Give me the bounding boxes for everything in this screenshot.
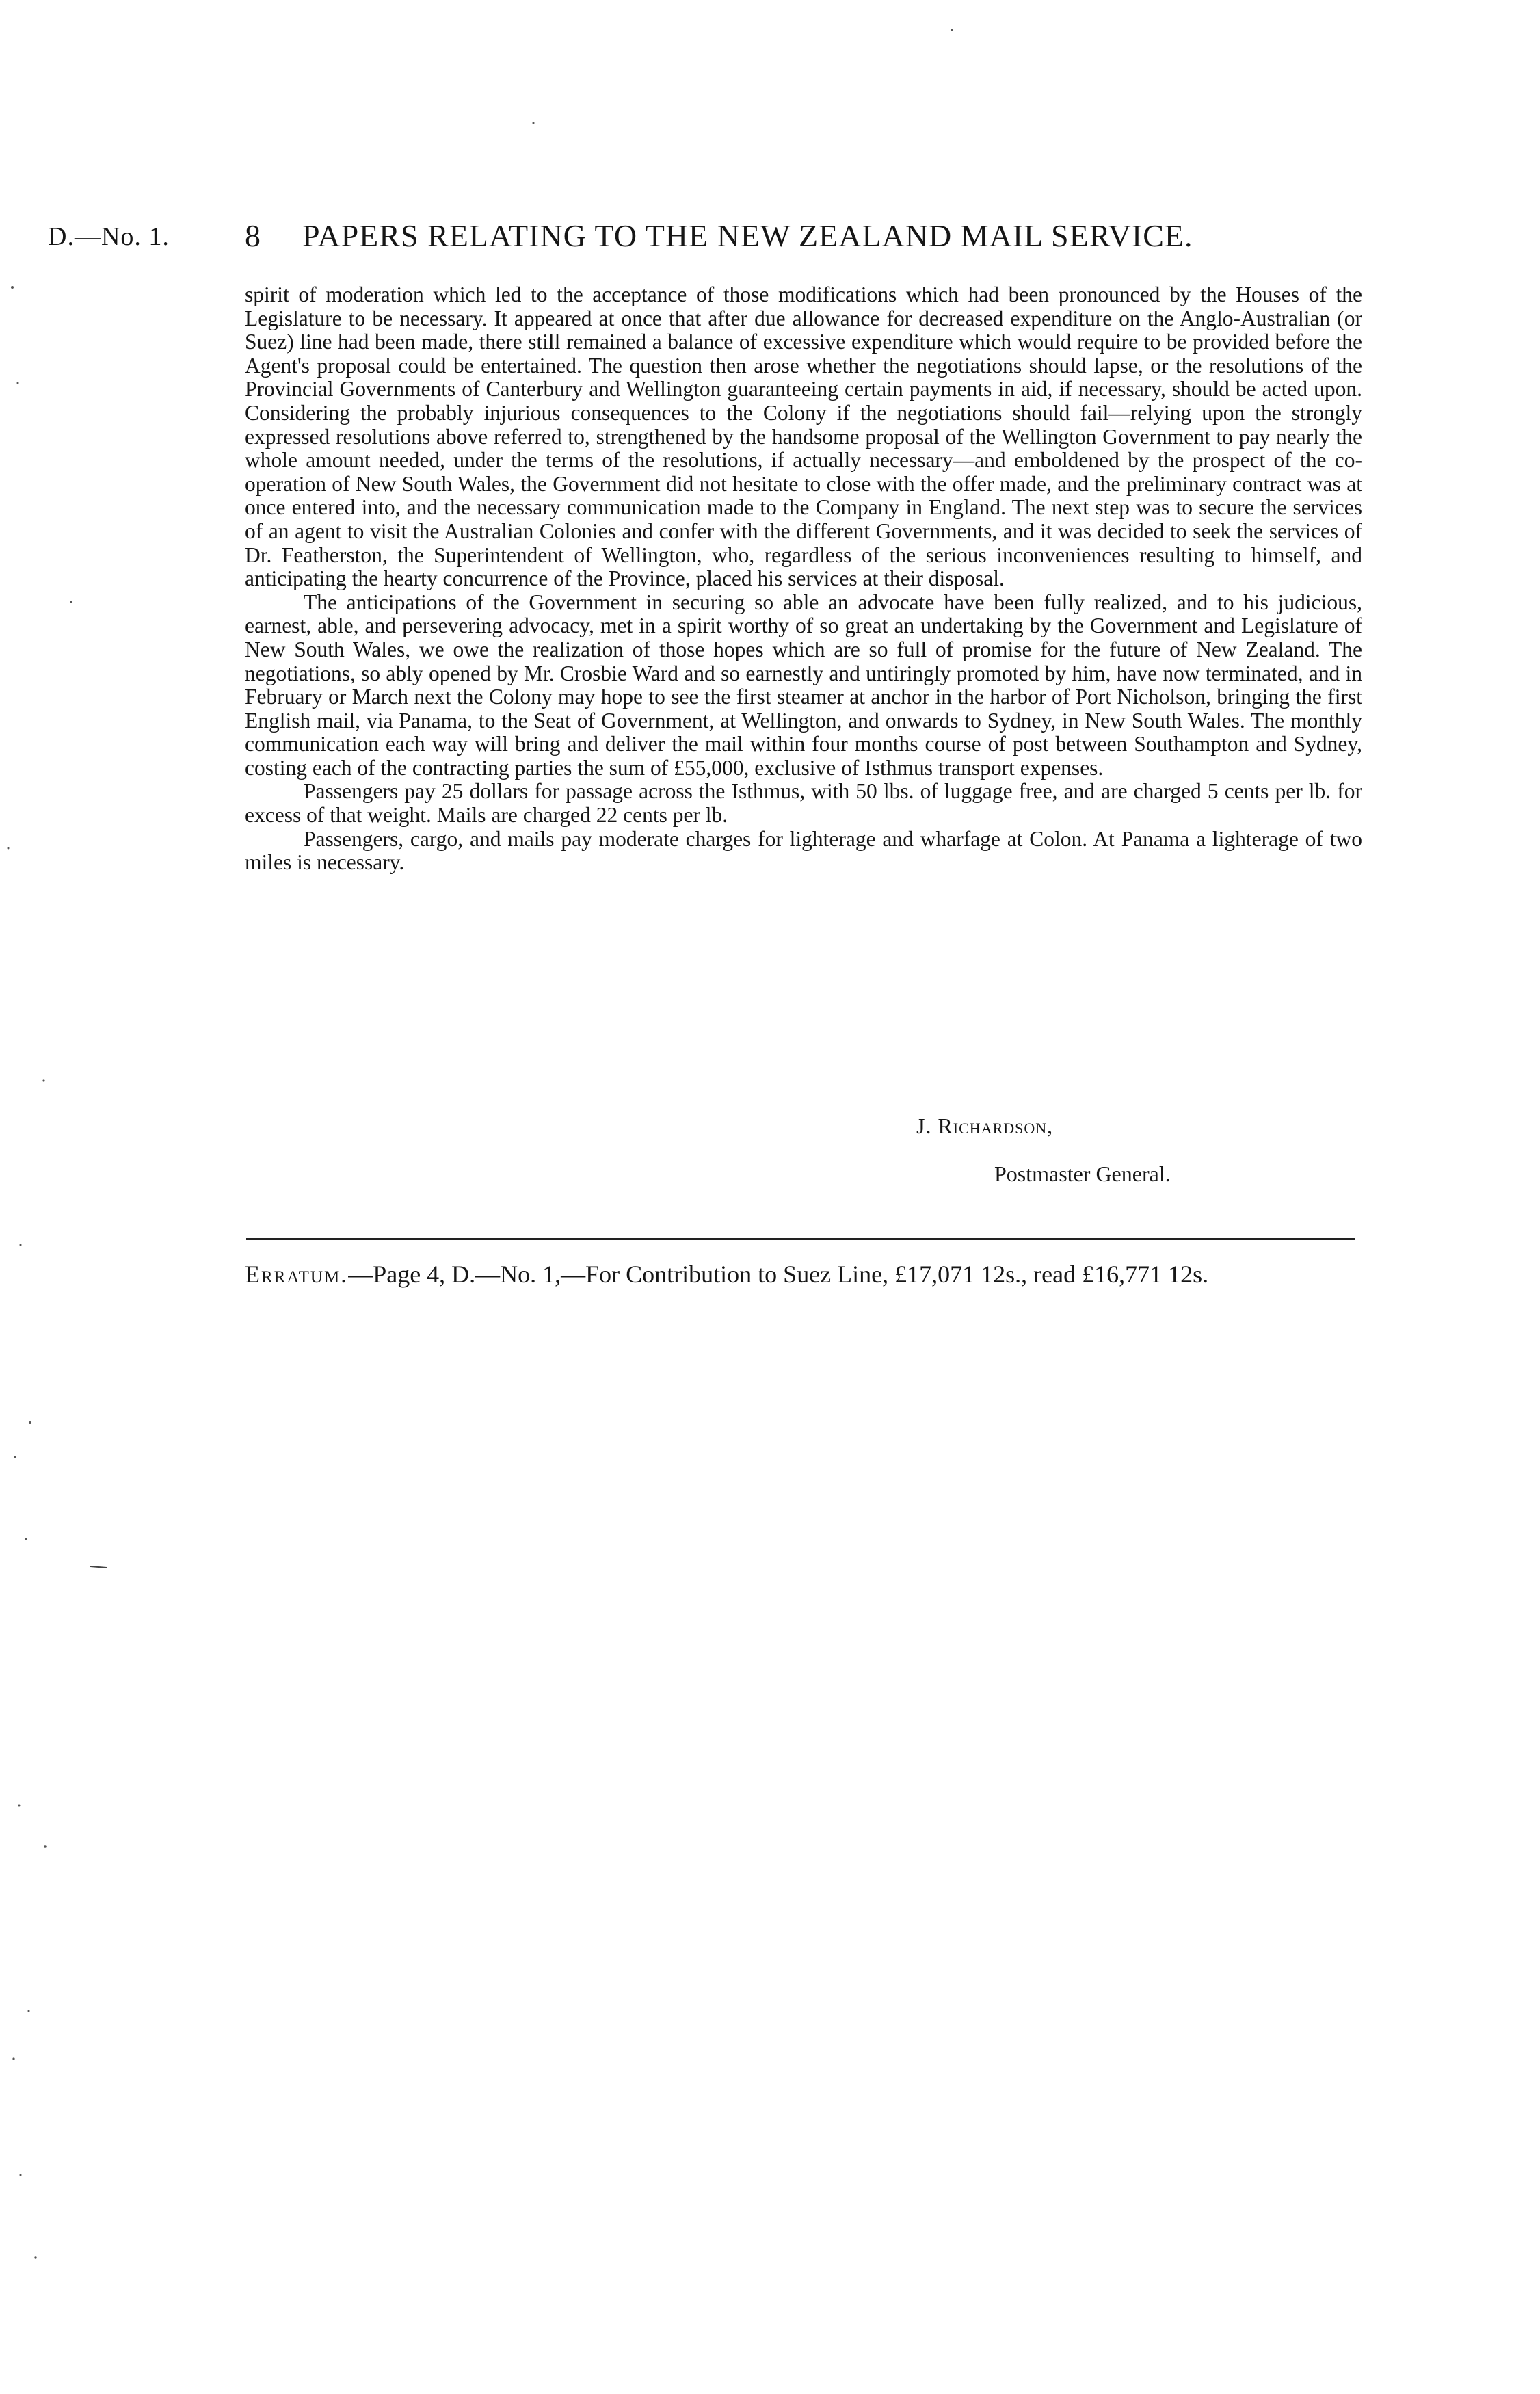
- erratum-text: —Page 4, D.—No. 1,—For Contribution to Suez Line, £17,071 12s., read £16,771 12s.: [348, 1261, 1209, 1288]
- signature-block: [916, 1114, 1354, 1187]
- erratum-label: Erratum.: [245, 1261, 349, 1288]
- document-reference: D.—No. 1.: [48, 222, 170, 251]
- paragraph-1: spirit of moderation which led to the acceptance of those modifications which had been pronounced by the Houses of the Legislature to be necessary. It appeared at once that after due allowance for decreased expenditure on the Anglo-Australian (or Suez) line had been made, there still remained a balance of excessive expenditure which would require to be provided before the Agent's proposal could be entertained. The question then arose whether the negotiations should lapse, or the resolutions of the Provincial Governments of Canterbury and Wellington guaranteeing certain payments in aid, if necessary, should be acted upon. Considering the probably injurious consequences to the Colony if the negotiations should fail—relying upon the strongly expressed resolutions above referred to, strengthened by the handsome proposal of the Wellington Government to pay nearly the whole amount needed, under the terms of the resolutions, if actually necessary—and emboldened by the prospect of the co-operation of New South Wales, the Government did not hesitate to close with the offer made, and the preliminary contract was at once entered into, and the necessary communication made to the Company in England. The next step was to secure the services of an agent to visit the Australian Colonies and confer with the different Governments, and it was decided to seek the services of Dr. Featherston, the Superintendent of Wellington, who, regardless of the serious inconveniences resulting to himself, and anticipating the hearty concurrence of the Province, placed his services at their disposal.: [245, 282, 1362, 591]
- paragraph-4: Passengers, cargo, and mails pay moderate charges for lighterage and wharfage at Colon. At Panama a lighterage of two miles is necessary.: [245, 826, 1362, 875]
- page-header: [48, 218, 1388, 259]
- page-number: 8: [245, 218, 261, 253]
- body-text: [245, 283, 1362, 875]
- signatory-title: Postmaster General.: [994, 1161, 1171, 1186]
- paragraph-3: Passengers pay 25 dollars for passage across the Isthmus, with 50 lbs. of luggage free, and are charged 5 cents per lb. for excess of that weight. Mails are charged 22 cents per lb.: [245, 779, 1362, 828]
- paragraph-2: The anticipations of the Government in securing so able an advocate have been fully realized, and to his judicious, earnest, able, and persevering advocacy, met in a spirit worthy of so great an undertaking by the Government and Legislature of New South Wales, we owe the realization of those hopes which are so full of promise for the future of New Zealand. The negotiations, so ably opened by Mr. Crosbie Ward and so earnestly and untiringly promoted by him, have now terminated, and in February or March next the Colony may hope to see the first steamer at anchor in the harbor of Port Nicholson, bringing the first English mail, via Panama, to the Seat of Government, at Wellington, and onwards to Sydney, in New South Wales. The monthly communication each way will bring and deliver the mail within four months course of post between Southampton and Sydney, costing each of the contracting parties the sum of £55,000, exclusive of Isthmus transport expenses.: [245, 590, 1362, 780]
- signatory-name: J. Richardson,: [916, 1114, 1054, 1138]
- running-title: PAPERS RELATING TO THE NEW ZEALAND MAIL SERVICE.: [302, 218, 1193, 253]
- horizontal-rule: [246, 1238, 1355, 1240]
- erratum-note: [245, 1260, 1366, 1289]
